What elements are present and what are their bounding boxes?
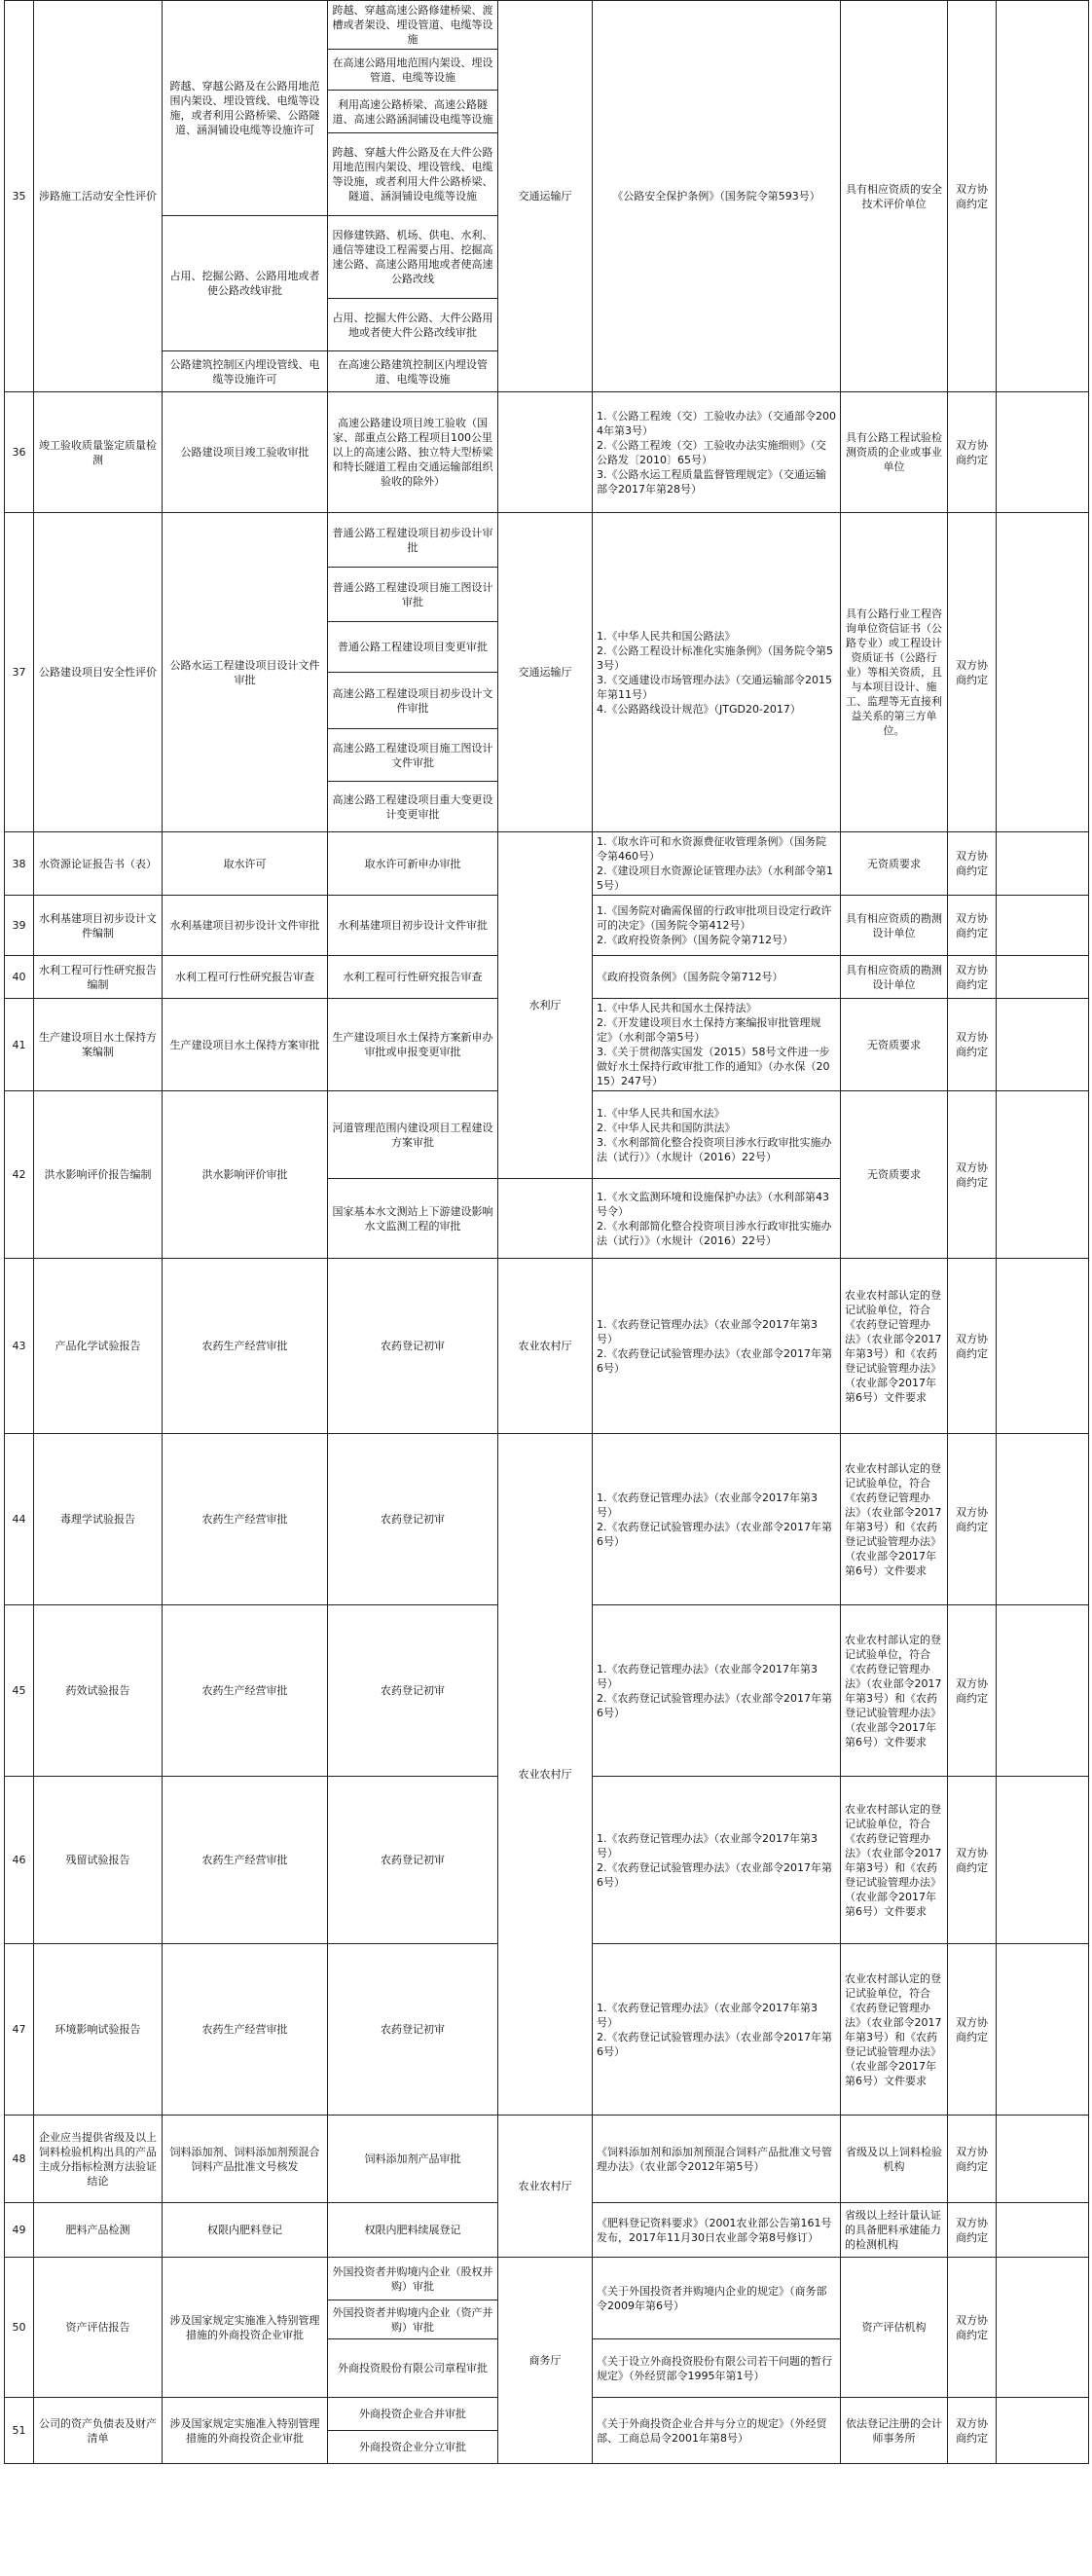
row-number: 35 <box>5 1 34 392</box>
approval-item: 涉及国家规定实施准入特别管理措施的外商投资企业审批 <box>163 2398 328 2464</box>
charging: 双方协商约定 <box>948 999 997 1091</box>
row-number: 48 <box>5 2116 34 2203</box>
sub-approval: 在高速公路用地范围内架设、埋设管道、电缆等设施 <box>328 50 498 91</box>
qualification: 农业农村部认定的登记试验单位，符合《农药登记管理办法》（农业部令2017年第3号）和《农药登记试验管理办法》（农业部令2017年第6号）文件要求 <box>841 1605 948 1777</box>
remarks-cell <box>997 1944 1089 2116</box>
qualification: 省级及以上饲料检验机构 <box>841 2116 948 2203</box>
department-empty <box>498 392 593 513</box>
sub-approval: 高速公路工程建设项目重大变更设计变更审批 <box>328 782 498 832</box>
remarks-cell <box>997 999 1089 1091</box>
legal-basis: 《饲料添加剂和添加剂预混合饲料产品批准文号管理办法》（农业部令2012年第5号） <box>593 2116 841 2203</box>
remarks-cell <box>997 1434 1089 1605</box>
department: 水利厅 <box>498 832 593 1179</box>
department-empty <box>498 1179 593 1259</box>
charging: 双方协商约定 <box>948 832 997 896</box>
sub-approval: 跨越、穿越高速公路修建桥梁、渡槽或者架设、埋设管道、电缆等设施 <box>328 1 498 50</box>
service-item: 环境影响试验报告 <box>34 1944 163 2116</box>
legal-basis: 1.《农药登记管理办法》（农业部令2017年第3号） 2.《农药登记试验管理办法》（农业部令2017年第6号） <box>593 1605 841 1777</box>
remarks-cell <box>997 896 1089 956</box>
row-number: 43 <box>5 1259 34 1434</box>
remarks-cell <box>997 956 1089 999</box>
charging: 双方协商约定 <box>948 2116 997 2203</box>
sub-approval: 跨越、穿越大件公路及在大件公路用地范围内架设、埋设管线、电缆等设施，或者利用大件公路桥梁、隧道、涵洞铺设电缆等设施 <box>328 133 498 216</box>
charging: 双方协商约定 <box>948 392 997 513</box>
qualification: 具有公路行业工程咨询单位资信证书（公路专业）或工程设计资质证书（公路行业）等相关资质，且与本项目设计、施工、监理等无直接利益关系的第三方单位。 <box>841 513 948 832</box>
row-number: 47 <box>5 1944 34 2116</box>
service-item: 水资源论证报告书（表） <box>34 832 163 896</box>
qualification: 具有相应资质的勘测设计单位 <box>841 896 948 956</box>
legal-basis: 1.《水文监测环境和设施保护办法》（水利部第43号令） 2.《水利部简化整合投资项目涉水行政审批实施办法（试行）》（水规计（2016）22号） <box>593 1179 841 1259</box>
approval-item: 农药生产经营审批 <box>163 1434 328 1605</box>
legal-basis: 1.《农药登记管理办法》（农业部令2017年第3号） 2.《农药登记试验管理办法》（农业部令2017年第6号） <box>593 1944 841 2116</box>
legal-basis: 《关于外国投资者并购境内企业的规定》（商务部令2009年第6号） <box>593 2258 841 2339</box>
approval-item: 公路建设项目竣工验收审批 <box>163 392 328 513</box>
row-number: 37 <box>5 513 34 832</box>
department: 商务厅 <box>498 2258 593 2464</box>
sub-approval: 饲料添加剂产品审批 <box>328 2116 498 2203</box>
sub-approval: 高速公路工程建设项目初步设计文件审批 <box>328 673 498 729</box>
remarks-cell <box>997 392 1089 513</box>
qualification: 农业农村部认定的登记试验单位，符合《农药登记管理办法》（农业部令2017年第3号）和《农药登记试验管理办法》（农业部令2017年第6号）文件要求 <box>841 1777 948 1944</box>
qualification: 无资质要求 <box>841 832 948 896</box>
remarks-cell <box>997 2203 1089 2258</box>
remarks-cell <box>997 1 1089 392</box>
sub-approval: 生产建设项目水土保持方案新申办审批或申报变更审批 <box>328 999 498 1091</box>
sub-approval: 利用高速公路桥梁、高速公路隧道、高速公路涵洞铺设电缆等设施 <box>328 91 498 133</box>
qualification: 农业农村部认定的登记试验单位，符合《农药登记管理办法》（农业部令2017年第3号）和《农药登记试验管理办法》（农业部令2017年第6号）文件要求 <box>841 1944 948 2116</box>
approval-item: 占用、挖掘公路、公路用地或者使公路改线审批 <box>163 216 328 351</box>
remarks-cell <box>997 2116 1089 2203</box>
approval-item: 农药生产经营审批 <box>163 1605 328 1777</box>
service-item: 企业应当提供省级及以上饲料检验机构出具的产品主成分指标检测方法验证结论 <box>34 2116 163 2203</box>
sub-approval: 农药登记初审 <box>328 1777 498 1944</box>
qualification: 具有相应资质的安全技术评价单位 <box>841 1 948 392</box>
remarks-cell <box>997 1605 1089 1777</box>
department: 农业农村厅 <box>498 1259 593 1434</box>
sub-approval: 因修建铁路、机场、供电、水利、通信等建设工程需要占用、挖掘高速公路、高速公路用地或者使高速公路改线 <box>328 216 498 299</box>
charging: 双方协商约定 <box>948 1777 997 1944</box>
service-item: 水利基建项目初步设计文件编制 <box>34 896 163 956</box>
approval-item: 农药生产经营审批 <box>163 1777 328 1944</box>
charging: 双方协商约定 <box>948 1434 997 1605</box>
department: 交通运输厅 <box>498 513 593 832</box>
legal-basis: 《关于外商投资企业合并与分立的规定》（外经贸部、工商总局令2001年第8号） <box>593 2398 841 2464</box>
qualification: 具有相应资质的勘测设计单位 <box>841 956 948 999</box>
sub-approval: 高速公路工程建设项目施工图设计文件审批 <box>328 729 498 782</box>
sub-approval: 外商投资股份有限公司章程审批 <box>328 2339 498 2398</box>
qualification: 无资质要求 <box>841 1091 948 1259</box>
sub-approval: 河道管理范围内建设项目工程建设方案审批 <box>328 1091 498 1179</box>
approval-item: 取水许可 <box>163 832 328 896</box>
service-item: 涉路施工活动安全性评价 <box>34 1 163 392</box>
approval-item: 水利基建项目初步设计文件审批 <box>163 896 328 956</box>
sub-approval: 农药登记初审 <box>328 1434 498 1605</box>
service-item: 生产建设项目水土保持方案编制 <box>34 999 163 1091</box>
legal-basis: 1.《中华人民共和国公路法》 2.《公路工程设计标准化实施条例》（国务院令第53号） 3.《交通建设市场管理办法》（交通运输部令2015年第11号） 4.《公路路线设计规范》（JTGD20-2017） <box>593 513 841 832</box>
row-number: 41 <box>5 999 34 1091</box>
row-number: 44 <box>5 1434 34 1605</box>
legal-basis: 1.《公路工程竣（交）工验收办法》（交通部令2004年第3号） 2.《公路工程竣（交）工验收办法实施细则》（交公路发〔2010〕65号） 3.《公路水运工程质量监督管理规定》（交通运输部令2017年第28号） <box>593 392 841 513</box>
row-number: 45 <box>5 1605 34 1777</box>
sub-approval: 水利工程可行性研究报告审查 <box>328 956 498 999</box>
sub-approval: 在高速公路建筑控制区内埋设管道、电缆等设施 <box>328 351 498 392</box>
sub-approval: 国家基本水文测站上下游建设影响水文监测工程的审批 <box>328 1179 498 1259</box>
sub-approval: 农药登记初审 <box>328 1605 498 1777</box>
service-item: 药效试验报告 <box>34 1605 163 1777</box>
service-item: 肥料产品检测 <box>34 2203 163 2258</box>
remarks-cell <box>997 2398 1089 2464</box>
service-item: 产品化学试验报告 <box>34 1259 163 1434</box>
remarks-cell <box>997 2258 1089 2398</box>
approval-item: 跨越、穿越公路及在公路用地范围内架设、埋设管线、电缆等设施，或者利用公路桥梁、公路隧道、涵洞铺设电缆等设施许可 <box>163 1 328 216</box>
row-number: 46 <box>5 1777 34 1944</box>
qualification: 农业农村部认定的登记试验单位，符合《农药登记管理办法》（农业部令2017年第3号）和《农药登记试验管理办法》（农业部令2017年第6号）文件要求 <box>841 1434 948 1605</box>
department: 农业农村厅 <box>498 2116 593 2258</box>
sub-approval: 占用、挖掘大件公路、大件公路用地或者使大件公路改线审批 <box>328 299 498 351</box>
legal-basis: 1.《中华人民共和国水土保持法》 2.《开发建设项目水土保持方案编报审批管理规定》（水利部令第5号） 3.《关于贯彻落实国发（2015）58号文件进一步做好水土保持行政审批工作的通知》（办水保（2015）247号） <box>593 999 841 1091</box>
approval-item: 饲料添加剂、饲料添加剂预混合饲料产品批准文号核发 <box>163 2116 328 2203</box>
sub-approval: 农药登记初审 <box>328 1259 498 1434</box>
approval-item: 洪水影响评价审批 <box>163 1091 328 1259</box>
row-number: 50 <box>5 2258 34 2398</box>
sub-approval: 普通公路工程建设项目变更审批 <box>328 622 498 673</box>
approval-item: 生产建设项目水土保持方案审批 <box>163 999 328 1091</box>
approval-item: 公路建筑控制区内埋设管线、电缆等设施许可 <box>163 351 328 392</box>
legal-basis: 1.《农药登记管理办法》（农业部令2017年第3号） 2.《农药登记试验管理办法》（农业部令2017年第6号） <box>593 1259 841 1434</box>
legal-basis: 1.《农药登记管理办法》（农业部令2017年第3号） 2.《农药登记试验管理办法》（农业部令2017年第6号） <box>593 1434 841 1605</box>
charging: 双方协商约定 <box>948 1091 997 1259</box>
legal-basis: 1.《中华人民共和国水法》 2.《中华人民共和国防洪法》 3.《水利部简化整合投资项目涉水行政审批实施办法（试行）》（水规计（2016）22号） <box>593 1091 841 1179</box>
row-number: 39 <box>5 896 34 956</box>
row-number: 51 <box>5 2398 34 2464</box>
legal-basis: 《政府投资条例》（国务院令第712号） <box>593 956 841 999</box>
sub-approval: 高速公路建设项目竣工验收（国家、部重点公路工程项目100公里以上的高速公路、独立特大型桥梁和特长隧道工程由交通运输部组织验收的除外） <box>328 392 498 513</box>
service-item: 毒理学试验报告 <box>34 1434 163 1605</box>
approval-item: 涉及国家规定实施准入特别管理措施的外商投资企业审批 <box>163 2258 328 2398</box>
remarks-cell <box>997 1259 1089 1434</box>
row-number: 38 <box>5 832 34 896</box>
charging: 双方协商约定 <box>948 956 997 999</box>
row-number: 36 <box>5 392 34 513</box>
qualification: 农业农村部认定的登记试验单位，符合《农药登记管理办法》（农业部令2017年第3号）和《农药登记试验管理办法》（农业部令2017年第6号）文件要求 <box>841 1259 948 1434</box>
qualification: 具有公路工程试验检测资质的企业或事业单位 <box>841 392 948 513</box>
department: 交通运输厅 <box>498 1 593 392</box>
sub-approval: 水利基建项目初步设计文件审批 <box>328 896 498 956</box>
sub-approval: 外国投资者并购境内企业（股权并购）审批 <box>328 2258 498 2300</box>
row-number: 40 <box>5 956 34 999</box>
legal-basis: 《关于设立外商投资股份有限公司若干问题的暂行规定》（外经贸部令1995年第1号） <box>593 2339 841 2398</box>
legal-basis: 《肥料登记资料要求》（2001农业部公告第161号发布，2017年11月30日农业部令第8号修订） <box>593 2203 841 2258</box>
service-item: 公司的资产负债表及财产清单 <box>34 2398 163 2464</box>
remarks-cell <box>997 832 1089 896</box>
approval-item: 农药生产经营审批 <box>163 1944 328 2116</box>
sub-approval: 权限内肥料续展登记 <box>328 2203 498 2258</box>
row-number: 42 <box>5 1091 34 1259</box>
intermediary-services-table <box>4 0 1089 2464</box>
qualification: 无资质要求 <box>841 999 948 1091</box>
sub-approval: 取水许可新申办审批 <box>328 832 498 896</box>
approval-item: 权限内肥料登记 <box>163 2203 328 2258</box>
remarks-cell <box>997 513 1089 832</box>
legal-basis: 《公路安全保护条例》（国务院令第593号） <box>593 1 841 392</box>
service-item: 资产评估报告 <box>34 2258 163 2398</box>
approval-item: 水利工程可行性研究报告审查 <box>163 956 328 999</box>
approval-item: 农药生产经营审批 <box>163 1259 328 1434</box>
charging: 双方协商约定 <box>948 2203 997 2258</box>
service-item: 竣工验收质量鉴定质量检测 <box>34 392 163 513</box>
qualification: 省级以上经计量认证的具备肥料承建能力的检测机构 <box>841 2203 948 2258</box>
charging: 双方协商约定 <box>948 1 997 392</box>
legal-basis: 1.《国务院对确需保留的行政审批项目设定行政许可的决定》（国务院令第412号） 2.《政府投资条例》（国务院令第712号） <box>593 896 841 956</box>
charging: 双方协商约定 <box>948 1259 997 1434</box>
service-item: 水利工程可行性研究报告编制 <box>34 956 163 999</box>
service-item: 公路建设项目安全性评价 <box>34 513 163 832</box>
charging: 双方协商约定 <box>948 1944 997 2116</box>
sub-approval: 普通公路工程建设项目初步设计审批 <box>328 513 498 568</box>
sub-approval: 外商投资企业合并审批 <box>328 2398 498 2431</box>
charging: 双方协商约定 <box>948 513 997 832</box>
legal-basis: 1.《取水许可和水资源费征收管理条例》（国务院令第460号） 2.《建设项目水资源论证管理办法》（水利部令第15号） <box>593 832 841 896</box>
charging: 双方协商约定 <box>948 1605 997 1777</box>
remarks-cell <box>997 1091 1089 1259</box>
charging: 双方协商约定 <box>948 896 997 956</box>
department: 农业农村厅 <box>498 1434 593 2116</box>
sub-approval: 外国投资者并购境内企业（资产并购）审批 <box>328 2300 498 2339</box>
sub-approval: 普通公路工程建设项目施工图设计审批 <box>328 568 498 622</box>
service-item: 洪水影响评价报告编制 <box>34 1091 163 1259</box>
approval-item: 公路水运工程建设项目设计文件审批 <box>163 513 328 832</box>
row-number: 49 <box>5 2203 34 2258</box>
qualification: 依法登记注册的会计师事务所 <box>841 2398 948 2464</box>
sub-approval: 外商投资企业分立审批 <box>328 2431 498 2464</box>
legal-basis: 1.《农药登记管理办法》（农业部令2017年第3号） 2.《农药登记试验管理办法》（农业部令2017年第6号） <box>593 1777 841 1944</box>
sub-approval: 农药登记初审 <box>328 1944 498 2116</box>
charging: 双方协商约定 <box>948 2258 997 2398</box>
remarks-cell <box>997 1777 1089 1944</box>
charging: 双方协商约定 <box>948 2398 997 2464</box>
service-item: 残留试验报告 <box>34 1777 163 1944</box>
qualification: 资产评估机构 <box>841 2258 948 2398</box>
